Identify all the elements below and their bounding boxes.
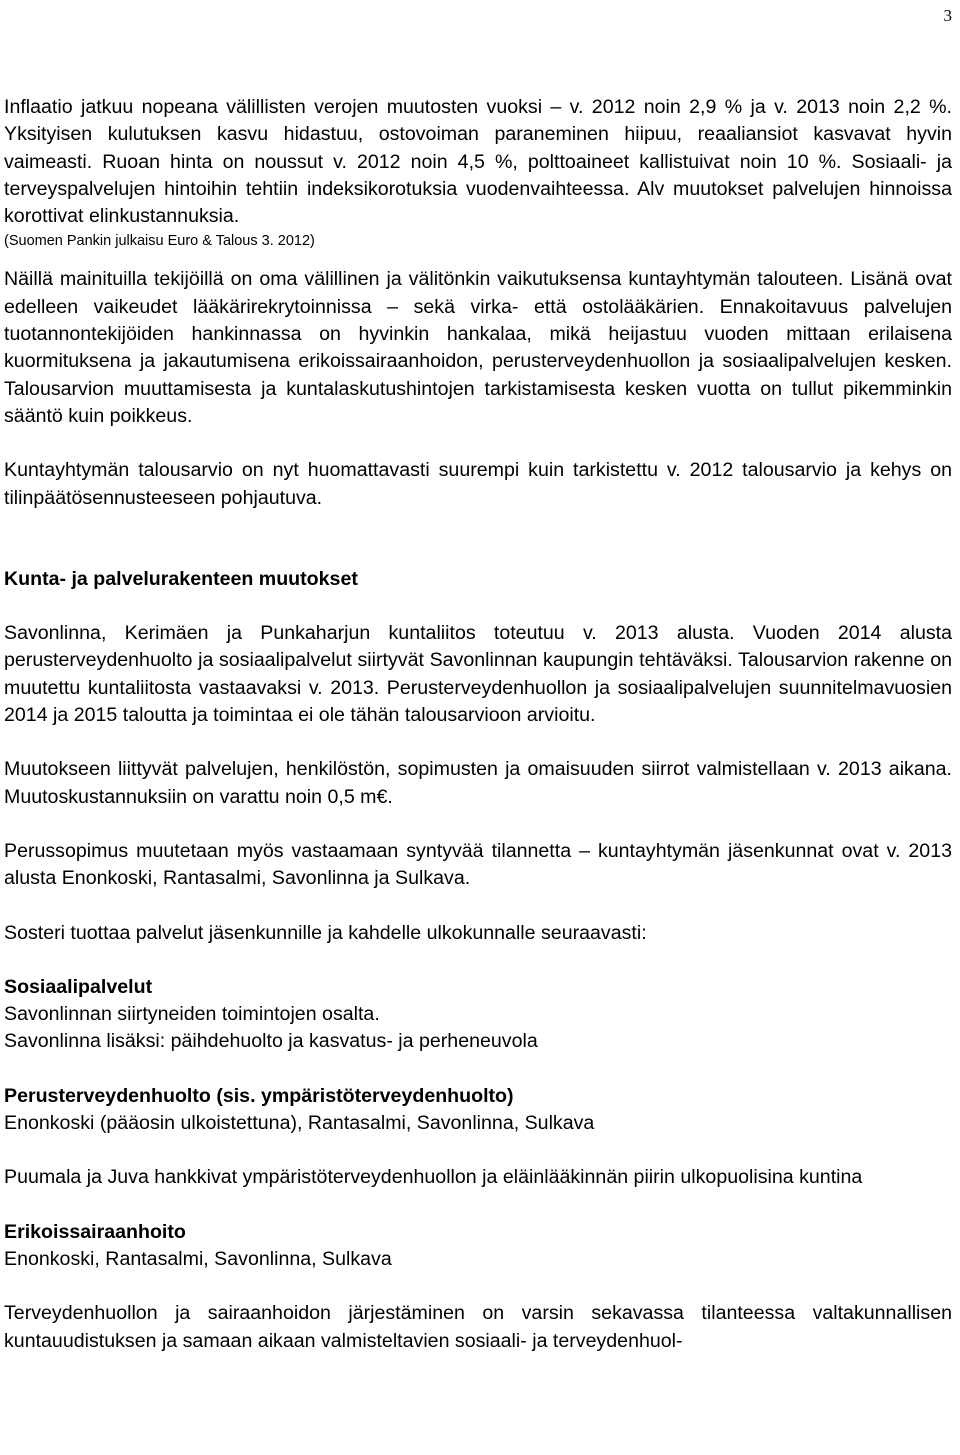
subheading-primary-care: Perusterveydenhuolto (sis. ympäristöterveydenhuolto) xyxy=(4,1084,514,1107)
paragraph-basic-agreement: Perussopimus muutetaan myös vastaamaan syntyvää tilannetta – kuntayhtymän jäsenkunnat ovat v. 2013 alusta Enonkoski, Rantasalmi, Savonlinna ja Sulkava. xyxy=(4,839,952,890)
paragraph-municipal-merger: Savonlinna, Kerimäen ja Punkaharjun kuntaliitos toteutuu v. 2013 alusta. Vuoden 2014 alusta perusterveydenhuolto ja sosiaalipalvelut siirtyvät Savonlinnan kaupungin tehtäväksi. Talousarvion rakenne on muutettu kuntaliitosta vastaavaksi v. 2013. Perusterveydenhuollon ja sosiaalipalvelujen suunnitelmavuosien 2014 ja 2015 taloutta ja toimintaa ei ole tähän talousarvioon arvioitu. xyxy=(4,622,952,727)
paragraph-budget: Kuntayhtymän talousarvio on nyt huomattavasti suurempi kuin tarkistettu v. 2012 talousarvio ja kehys on tilinpäätösennusteeseen pohjautuva. xyxy=(4,459,952,509)
document-body xyxy=(4,94,952,1355)
paragraph-environmental-health: Puumala ja Juva hankkivat ympäristöterveydenhuollon ja eläinlääkinnän piirin ulkopuolisina kuntina xyxy=(4,1166,863,1189)
paragraph-factors: Näillä mainituilla tekijöillä on oma välillinen ja välitönkin vaikutuksensa kuntayhtymän talouteen. Lisänä ovat edelleen vaikeudet lääkärirekrytoinnissa – sekä virka- että ostolääkärien. Ennakoitavuus palvelujen tuotannontekijöiden hankinnassa on hyvinkin hankalaa, mikä heijastuu vuoden mittaan erilaisena kuormituksena ja jakautumisena erikoissairaanhoidon, perusterveydenhuollon ja sosiaalipalvelujen kesken. Talousarvion muuttamisesta ja kuntalaskutushintojen tarkistamisesta kesken vuotta on tullut pikemminkin sääntö kuin poikkeus. xyxy=(4,268,952,427)
paragraph-services-intro: Sosteri tuottaa palvelut jäsenkunnille ja kahdelle ulkokunnalle seuraavasti: xyxy=(4,921,647,944)
paragraph-inflation: Inflaatio jatkuu nopeana välillisten verojen muutosten vuoksi – v. 2012 noin 2,9 % ja v. 2013 noin 2,2 %. Yksityisen kulutuksen kasvu hidastuu, ostovoiman paraneminen hiipuu, reaaliansiot kasvavat hyvin vaimeasti. Ruoan hinta on noussut v. 2012 noin 4,5 %, polttoaineet kallistuivat noin 10 %. Sosiaali- ja terveyspalvelujen hintoihin tehtiin indeksikorotuksia vuodenvaihteessa. Alv muutokset palvelujen hinnoissa korottivat elinkustannuksia. xyxy=(4,96,952,228)
source-citation: (Suomen Pankin julkaisu Euro & Talous 3. 2012) xyxy=(4,233,315,250)
paragraph-healthcare-organization: Terveydenhuollon ja sairaanhoidon järjestäminen on varsin sekavassa tilanteessa valtakunnallisen kuntauudistuksen ja samaan aikaan valmisteltavien sosiaali- ja terveydenhuol- xyxy=(4,1302,952,1352)
paragraph-social-services-1: Savonlinnan siirtyneiden toimintojen osalta. xyxy=(4,1003,380,1026)
subheading-specialized-care: Erikoissairaanhoito xyxy=(4,1220,186,1243)
paragraph-transfers: Muutokseen liittyvät palvelujen, henkilöstön, sopimusten ja omaisuuden siirrot valmistellaan v. 2013 aikana. Muutoskustannuksiin on varattu noin 0,5 m€. xyxy=(4,758,952,808)
paragraph-specialized-care: Enonkoski, Rantasalmi, Savonlinna, Sulkava xyxy=(4,1247,392,1270)
subheading-social-services: Sosiaalipalvelut xyxy=(4,975,153,998)
paragraph-primary-care: Enonkoski (pääosin ulkoistettuna), Rantasalmi, Savonlinna, Sulkava xyxy=(4,1112,595,1135)
paragraph-social-services-2: Savonlinna lisäksi: päihdehuolto ja kasvatus- ja perheneuvola xyxy=(4,1030,538,1053)
page-number: 3 xyxy=(943,6,952,25)
section-heading-structure-changes: Kunta- ja palvelurakenteen muutokset xyxy=(4,567,358,590)
